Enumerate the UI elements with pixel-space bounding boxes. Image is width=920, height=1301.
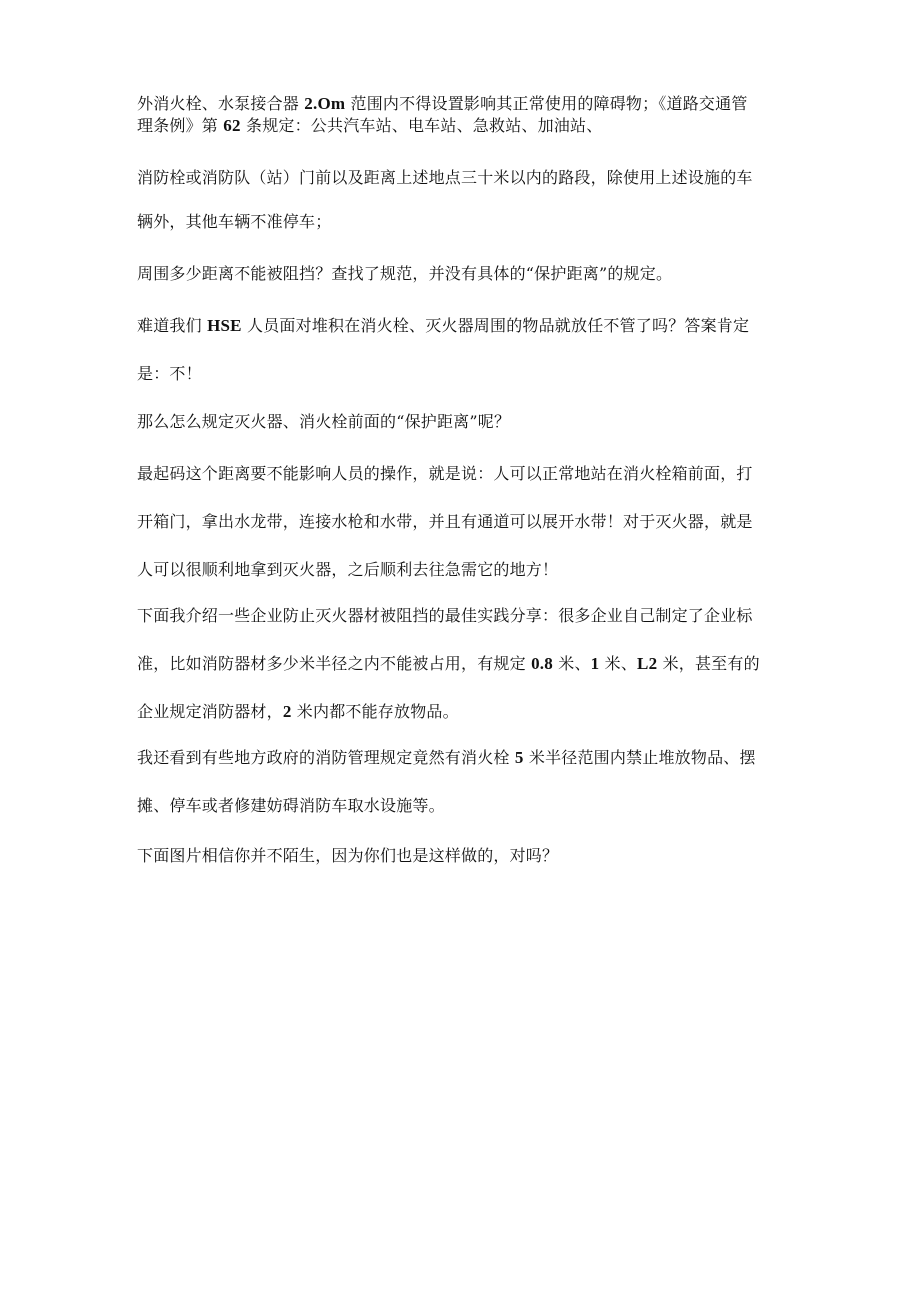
text-line — [137, 652, 760, 676]
bold-number: L2 — [637, 654, 658, 673]
text-line — [137, 114, 602, 138]
text-run: 人可以很顺利地拿到灭火器，之后顺利去往急需它的地方！ — [137, 560, 559, 579]
text-run: 准，比如消防器材多少米半径之内不能被占用，有规定 — [137, 654, 532, 673]
text-line — [137, 314, 749, 338]
text-line — [137, 604, 753, 628]
text-run: 米，甚至有的 — [657, 654, 760, 673]
bold-number: 2 — [282, 702, 292, 721]
text-run: 米、 — [552, 654, 591, 673]
text-line — [137, 210, 331, 234]
text-run: 企业规定消防器材， — [137, 702, 283, 721]
text-run: 条规定：公共汽车站、电车站、急救站、加油站、 — [240, 116, 603, 135]
text-run: 范围内不得设置影响其正常使用的障碍物；《道路交通管 — [345, 94, 748, 113]
text-line — [137, 794, 445, 818]
text-run: 外消火栓、水泵接合器 — [137, 94, 305, 113]
text-run: 开箱门，拿出水龙带，连接水枪和水带，并且有通道可以展开水带！对于灭火器，就是 — [137, 512, 753, 531]
text-run: 难道我们 — [137, 316, 208, 335]
text-run: 人员面对堆积在消火栓、灭火器周围的物品就放任不管了吗？答案肯定 — [241, 316, 750, 335]
bold-number: HSE — [207, 316, 242, 335]
text-run: 周围多少距离不能被阻挡？查找了规范，并没有具体的“保护距离”的规定。 — [137, 264, 673, 283]
text-run: 理条例》第 — [137, 116, 224, 135]
text-line — [137, 746, 756, 770]
text-line — [137, 92, 748, 116]
text-line — [137, 700, 459, 724]
text-line — [137, 510, 753, 534]
bold-number: 0.8 — [531, 654, 553, 673]
text-line — [137, 462, 753, 486]
bold-number: 5 — [514, 748, 524, 767]
text-run: 辆外，其他车辆不准停车； — [137, 212, 332, 231]
text-line — [137, 410, 510, 434]
text-run: 是：不！ — [137, 364, 202, 383]
text-run: 米内都不能存放物品。 — [291, 702, 459, 721]
text-run: 米、 — [599, 654, 638, 673]
text-line — [137, 166, 753, 190]
text-run: 消防栓或消防队（站）门前以及距离上述地点三十米以内的路段，除使用上述设施的车 — [137, 168, 753, 187]
bold-number: 62 — [223, 116, 241, 135]
text-run: 我还看到有些地方政府的消防管理规定竟然有消火栓 — [137, 748, 515, 767]
text-run: 摊、停车或者修建妨碍消防车取水设施等。 — [137, 796, 445, 815]
text-line — [137, 558, 558, 582]
text-run: 下面图片相信你并不陌生，因为你们也是这样做的，对吗？ — [137, 846, 559, 865]
bold-number: 2.Om — [304, 94, 346, 113]
text-run: 下面我介绍一些企业防止灭火器材被阻挡的最佳实践分享：很多企业自己制定了企业标 — [137, 606, 753, 625]
text-line — [137, 262, 672, 286]
bold-number: 1 — [590, 654, 600, 673]
text-run: 那么怎么规定灭火器、消火栓前面的“保护距离”呢？ — [137, 412, 511, 431]
text-run: 米半径范围内禁止堆放物品、摆 — [523, 748, 756, 767]
text-line — [137, 844, 558, 868]
text-line — [137, 362, 202, 386]
text-run: 最起码这个距离要不能影响人员的操作，就是说：人可以正常地站在消火栓箱前面，打 — [137, 464, 753, 483]
